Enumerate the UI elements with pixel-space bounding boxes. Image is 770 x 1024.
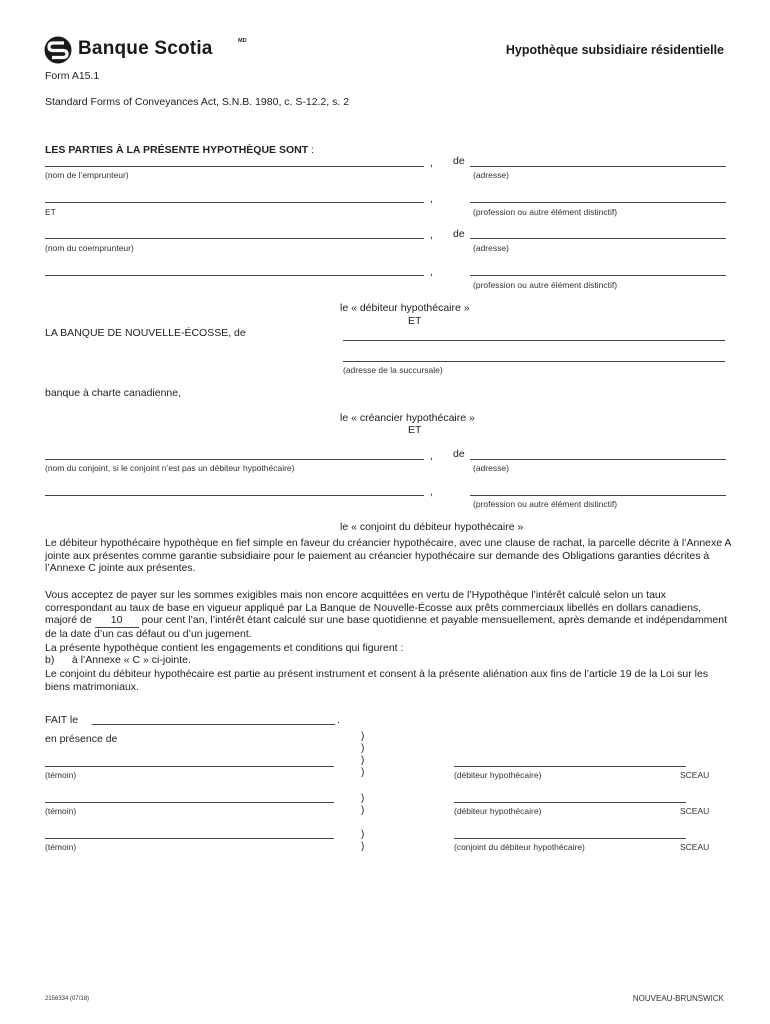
comma: , (430, 486, 433, 498)
witness-3-caption: (témoin) (45, 842, 77, 852)
coborrower-extra-field[interactable] (45, 275, 424, 276)
form-number: Form A15.1 (45, 70, 100, 82)
seal-1: SCEAU (680, 770, 710, 780)
interest-rate-field[interactable]: 10 (95, 614, 139, 628)
borrower-name-field[interactable] (45, 166, 424, 167)
et-label: ET (408, 315, 422, 327)
brand-name: Banque Scotia (78, 38, 213, 59)
spouse-profession-caption: (profession ou autre élément distinctif) (473, 499, 618, 509)
form-code: 2156334 (07/18) (45, 996, 90, 1002)
coborrower-address-caption: (adresse) (473, 243, 509, 253)
witness-2-signature[interactable] (45, 802, 334, 803)
coborrower-name-field[interactable] (45, 238, 424, 239)
borrower-extra-field[interactable] (45, 202, 424, 203)
spouse-name-caption: (nom du conjoint, si le conjoint n’est pas un débiteur hypothécaire) (45, 463, 295, 473)
witness-1-caption: (témoin) (45, 770, 77, 780)
covenants-item-b: b) à l’Annexe « C » ci-jointe. (45, 654, 191, 666)
borrower-profession-field[interactable] (470, 202, 726, 203)
debtor-1-caption: (débiteur hypothécaire) (454, 770, 542, 780)
comma: , (430, 450, 433, 462)
spouse-signature-caption: (conjoint du débiteur hypothécaire) (454, 842, 585, 852)
coborrower-profession-field[interactable] (470, 275, 726, 276)
interest-clause (45, 589, 735, 640)
borrower-address-field[interactable] (470, 166, 726, 167)
charter-label: banque à charte canadienne, (45, 387, 182, 399)
scotiabank-s-icon (44, 36, 72, 64)
interest-clause-text-b: pour cent l’an, l’intérêt étant calculé sur une base quotidienne et payable mensuellement, après demande et indépendamment de la date d’un cas défaut ou d’un jugement. (45, 614, 727, 640)
spouse-consent-clause: Le conjoint du débiteur hypothécaire est partie au présent instrument et consent à la présente aliénation aux fins de l’article 19 de la Loi sur les biens matrimoniaux. (45, 668, 709, 693)
bank-branch-field-2[interactable] (343, 361, 725, 362)
fait-period: . (337, 714, 340, 726)
coborrower-name-caption: (nom du coemprunteur) (45, 243, 134, 253)
presence-label: en présence de (45, 733, 118, 745)
paren-group-3: ) ) (361, 829, 365, 852)
coborrower-profession-caption: (profession ou autre élément distinctif) (473, 280, 618, 290)
covenants-clause: La présente hypothèque contient les engagements et conditions qui figurent : (45, 642, 404, 654)
comma: , (430, 266, 433, 278)
witness-3-signature[interactable] (45, 838, 334, 839)
debtor-2-caption: (débiteur hypothécaire) (454, 806, 542, 816)
spouse-address-caption: (adresse) (473, 463, 509, 473)
conjoint-label: le « conjoint du débiteur hypothécaire » (340, 521, 524, 533)
comma: , (430, 157, 433, 169)
parties-heading-colon: : (308, 144, 314, 156)
spouse-extra-field[interactable] (45, 495, 424, 496)
province-label: NOUVEAU-BRUNSWICK (632, 994, 724, 1003)
parties-heading (45, 144, 314, 156)
de-label: de (453, 155, 465, 167)
fait-label: FAIT le (45, 714, 79, 726)
comma: , (430, 193, 433, 205)
seal-3: SCEAU (680, 842, 710, 852)
debtor-2-signature[interactable] (454, 802, 686, 803)
parties-heading-text: LES PARTIES À LA PRÉSENTE HYPOTHÈQUE SONT (45, 144, 309, 156)
spouse-signature[interactable] (454, 838, 686, 839)
de-label: de (453, 448, 465, 460)
seal-2: SCEAU (680, 806, 710, 816)
creancier-label: le « créancier hypothécaire » (340, 412, 475, 424)
paren-group-2: ) ) (361, 793, 365, 816)
et-label: ET (45, 207, 56, 217)
et-label: ET (408, 424, 422, 436)
debtor-1-signature[interactable] (454, 766, 686, 767)
borrower-address-caption: (adresse) (473, 170, 509, 180)
mortgage-clause: Le débiteur hypothécaire hypothèque en fief simple en faveur du créancier hypothécaire, avec une clause de rachat, la parcelle décrite à l’Annexe A jointe aux présentes comme garantie subsidiaire pour le paiement au créancier hypothécaire sur demande des Obligations garanties décrites à l’Annexe C jointe aux présentes. (45, 537, 731, 575)
spouse-profession-field[interactable] (470, 495, 726, 496)
de-label: de (453, 228, 465, 240)
bank-branch-field-1[interactable] (343, 340, 725, 341)
bank-label: LA BANQUE DE NOUVELLE-ÉCOSSE, de (45, 327, 246, 339)
witness-2-caption: (témoin) (45, 806, 77, 816)
brand-trademark: MD (238, 38, 247, 44)
date-field[interactable] (92, 724, 335, 725)
coborrower-address-field[interactable] (470, 238, 726, 239)
borrower-name-caption: (nom de l’emprunteur) (45, 170, 129, 180)
paren-group-1: ) ) ) ) (361, 731, 365, 778)
borrower-profession-caption: (profession ou autre élément distinctif) (473, 207, 618, 217)
spouse-name-field[interactable] (45, 459, 424, 460)
act-reference: Standard Forms of Conveyances Act, S.N.B. 1980, c. S-12.2, s. 2 (45, 96, 350, 108)
interest-clause-text-a: Vous acceptez de payer sur les sommes exigibles mais non encore acquittées en vertu de l’Hypothèque l’intérêt calculé selon un taux correspondant au taux de base en vigueur appliqué par La Banque de Nouvelle-Écosse aux prêts commerciaux libellés en dollars canadiens, majoré de (45, 589, 702, 627)
comma: , (430, 229, 433, 241)
debiteur-label: le « débiteur hypothécaire » (340, 302, 470, 314)
branch-address-caption: (adresse de la succursale) (343, 365, 443, 375)
witness-1-signature[interactable] (45, 766, 334, 767)
spouse-address-field[interactable] (470, 459, 726, 460)
document-title: Hypothèque subsidiaire résidentielle (505, 43, 724, 57)
